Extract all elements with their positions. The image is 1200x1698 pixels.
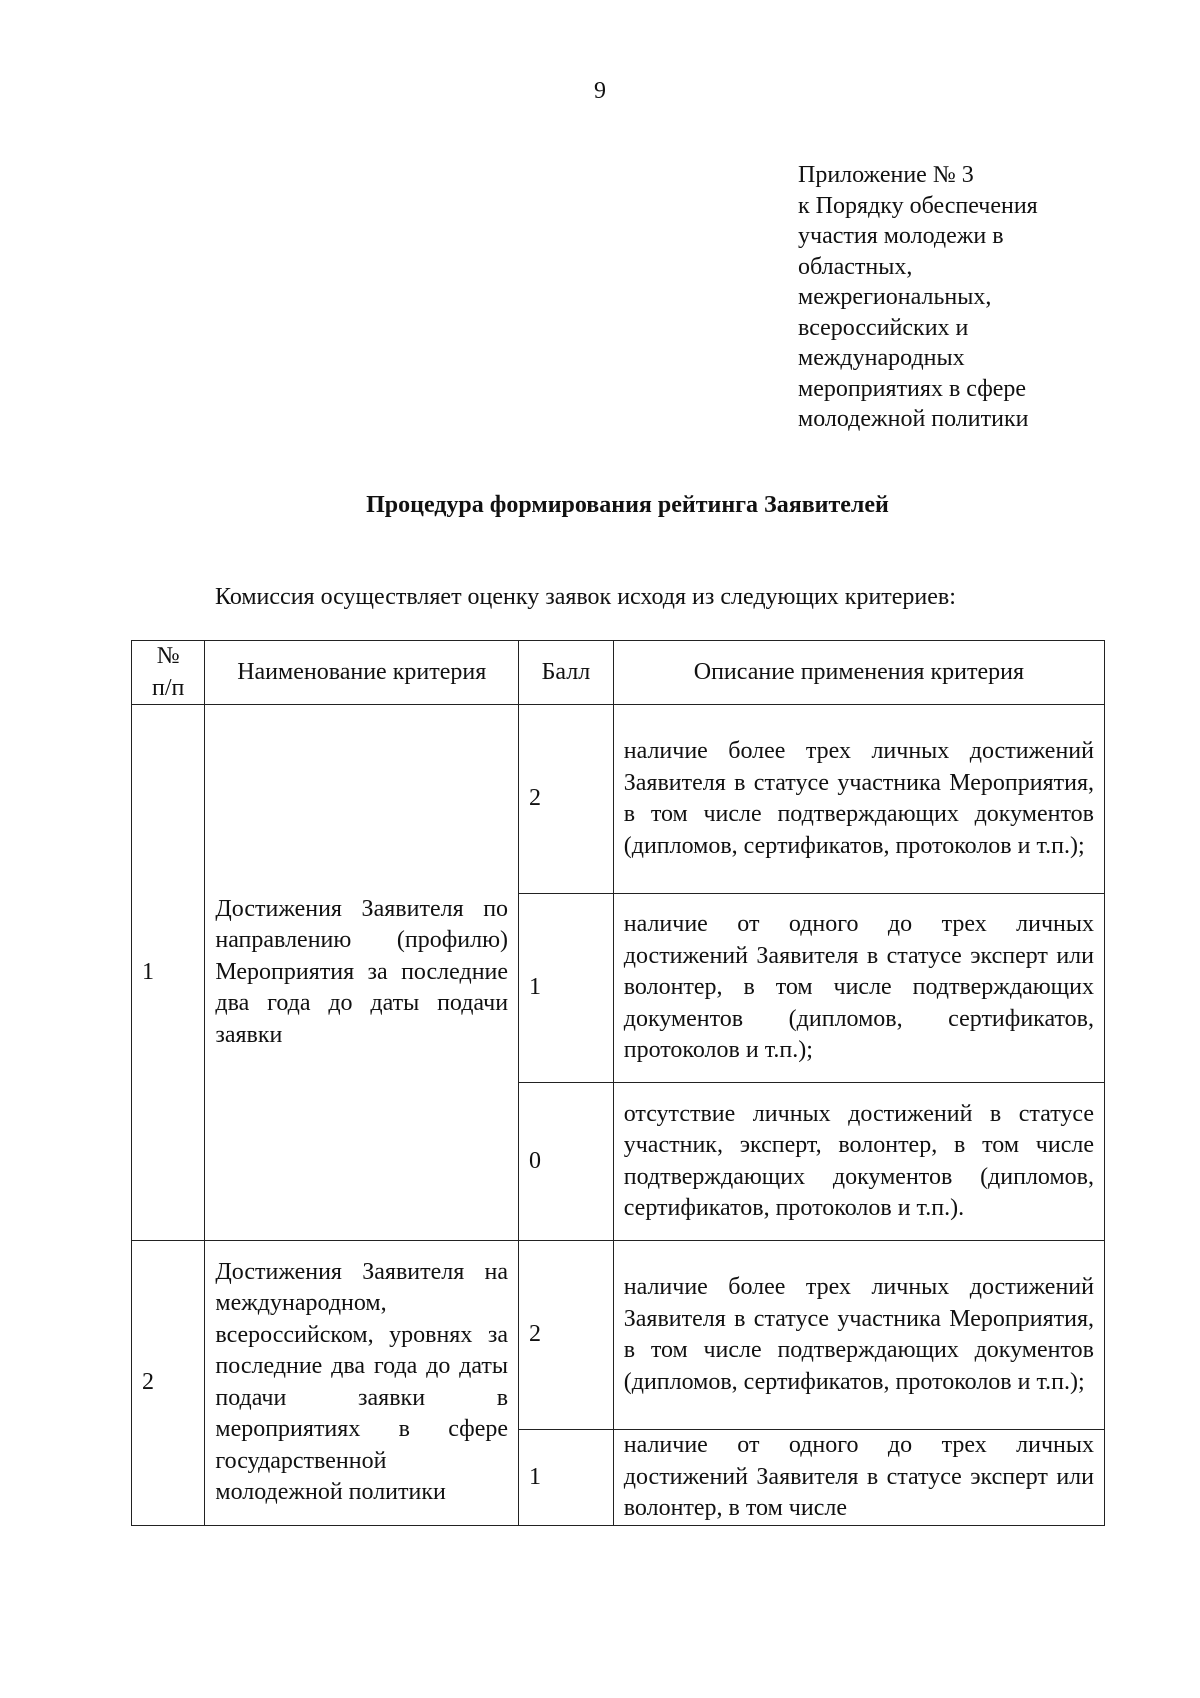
- criterion-score: 2: [519, 1241, 614, 1430]
- appendix-line: всероссийских и: [798, 314, 969, 341]
- criterion-number: 1: [132, 705, 205, 1241]
- appendix-line: международных: [798, 345, 965, 371]
- page-number: 9: [594, 78, 606, 104]
- header-name: Наименование критерия: [205, 641, 519, 705]
- criterion-description: наличие от одного до трех личных достижений Заявителя в статусе эксперт или волонтер, в том числе подтверждающих документов (дипломов, сертификатов, протоколов и т.п.);: [613, 894, 1104, 1083]
- header-desc: Описание применения критерия: [613, 641, 1104, 705]
- table-row: [132, 705, 1105, 894]
- intro-paragraph: Комиссия осуществляет оценку заявок исходя из следующих критериев:: [215, 584, 956, 610]
- table-header-row: [132, 641, 1105, 705]
- appendix-line: молодежной политики: [798, 406, 1029, 432]
- criterion-description: наличие от одного до трех личных достижений Заявителя в статусе эксперт или волонтер, в том числе: [613, 1430, 1104, 1526]
- appendix-line: областных,: [798, 253, 913, 280]
- appendix-line: Приложение № 3: [798, 162, 974, 188]
- criterion-score: 1: [519, 894, 614, 1083]
- document-title: Процедура формирования рейтинга Заявителей: [366, 492, 889, 518]
- criteria-table: [131, 640, 1105, 1526]
- criterion-description: наличие более трех личных достижений Заявителя в статусе участника Мероприятия, в том числе подтверждающих документов (дипломов, сертификатов, протоколов и т.п.);: [613, 1241, 1104, 1430]
- appendix-line: мероприятиях в сфере: [798, 375, 1027, 402]
- criterion-name: Достижения Заявителя по направлению (профилю) Мероприятия за последние два года до даты подачи заявки: [205, 705, 519, 1241]
- criterion-description: наличие более трех личных достижений Заявителя в статусе участника Мероприятия, в том числе подтверждающих документов (дипломов, сертификатов, протоколов и т.п.);: [613, 705, 1104, 894]
- criterion-score: 2: [519, 705, 614, 894]
- header-num: № п/п: [132, 641, 205, 705]
- appendix-line: межрегиональных,: [798, 284, 992, 310]
- criterion-score: 1: [519, 1430, 614, 1526]
- criterion-number: 2: [132, 1241, 205, 1526]
- table-row: [132, 1241, 1105, 1430]
- criterion-description: отсутствие личных достижений в статусе участник, эксперт, волонтер, в том числе подтверждающих документов (дипломов, сертификатов, протоколов и т.п.).: [613, 1083, 1104, 1241]
- header-score: Балл: [519, 641, 614, 705]
- criterion-name: Достижения Заявителя на международном, всероссийском, уровнях за последние два года до даты подачи заявки в мероприятиях в сфере государственной молодежной политики: [205, 1241, 519, 1526]
- appendix-line: участия молодежи в: [798, 223, 1004, 249]
- criterion-score: 0: [519, 1083, 614, 1241]
- appendix-note: [798, 160, 1138, 435]
- appendix-line: к Порядку обеспечения: [798, 192, 1038, 219]
